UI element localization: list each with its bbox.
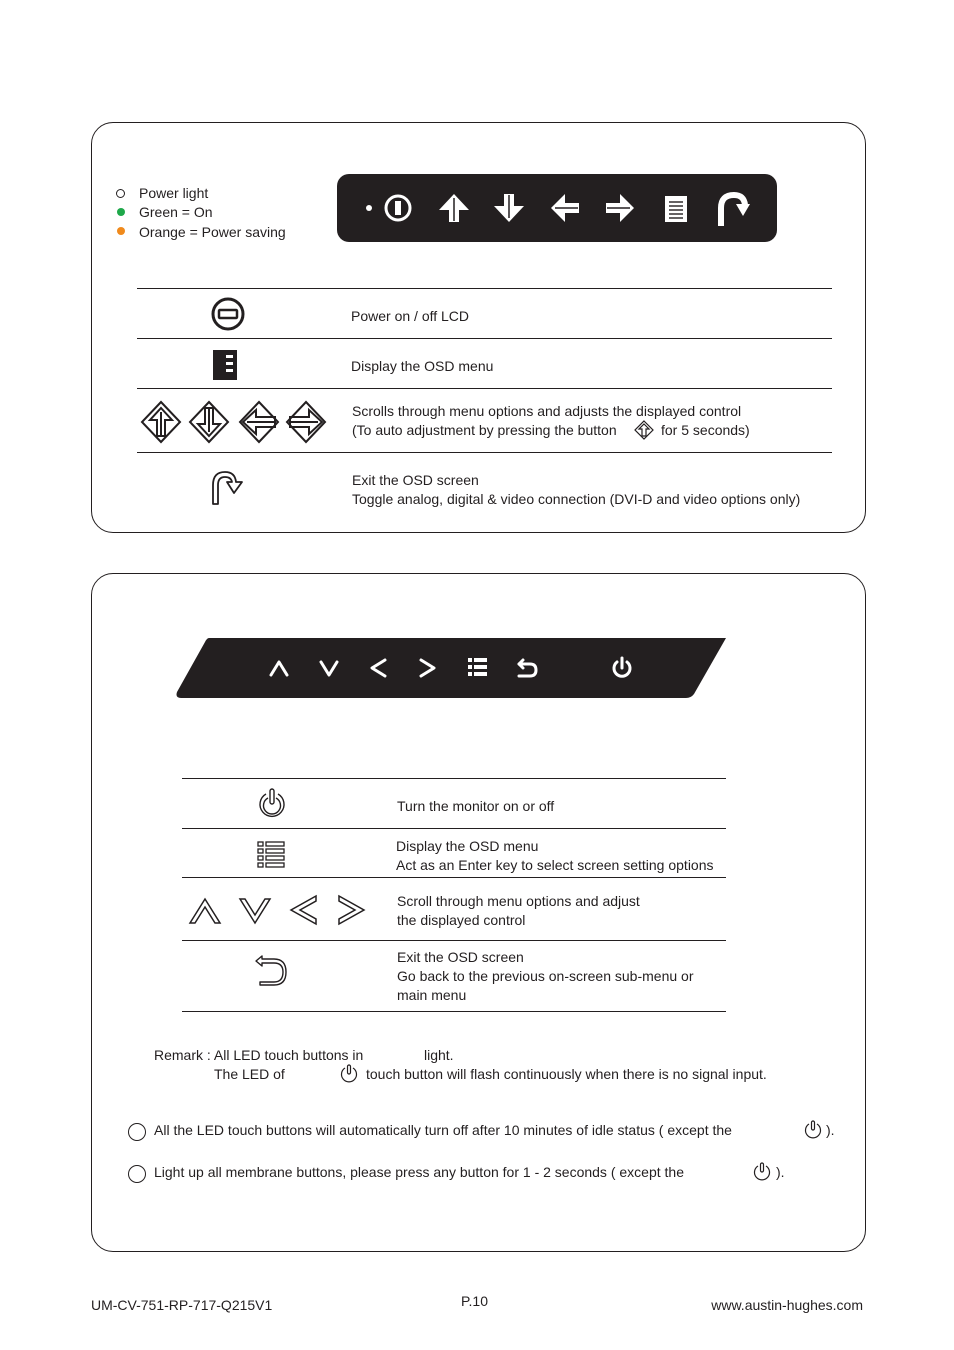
up-button-icon[interactable] (439, 194, 469, 222)
left-button-icon[interactable] (551, 194, 579, 222)
table2-rule-bottom (182, 1011, 726, 1012)
power-icon (210, 296, 246, 332)
legend-green-dot (117, 208, 125, 216)
button-panel-1-icons (337, 174, 777, 242)
up-arrow-inline-icon (634, 420, 654, 440)
remark-line2-a: The LED of (214, 1066, 285, 1082)
footer-website: www.austin-hughes.com (711, 1297, 863, 1313)
table1-rule-2 (137, 388, 832, 389)
back-icon (254, 955, 288, 987)
chevron-icons (189, 895, 369, 925)
legend-power-light: Power light (139, 185, 209, 201)
table2-row3-text-line1: Scroll through menu options and adjust (397, 893, 640, 909)
power-icon-2 (257, 788, 287, 820)
right-chevron-icon (339, 896, 364, 924)
note2-text-a: Light up all membrane buttons, please press any button for 1 - 2 seconds ( except the (154, 1164, 684, 1180)
table2-rule-top (182, 778, 726, 779)
table1-row4-text-line2: Toggle analog, digital & video connection (DVI-D and video options only) (352, 491, 801, 507)
note1-bullet-icon (128, 1123, 146, 1141)
power-inline-icon-note2 (753, 1162, 771, 1182)
table2-rule-3 (182, 940, 726, 941)
note2-text-b: ). (776, 1164, 785, 1180)
table1-rule-top (137, 288, 832, 289)
note1-text-a: All the LED touch buttons will automatically turn off after 10 minutes of idle status ( except the (154, 1122, 732, 1138)
table2-row2-text-line2: Act as an Enter key to select screen setting options (396, 857, 714, 873)
table2-row4-text-line2: Go back to the previous on-screen sub-menu or (397, 968, 694, 984)
remark-line1-b: light. (424, 1047, 454, 1063)
table2-row4-text-line1: Exit the OSD screen (397, 949, 524, 965)
menu-icon (213, 350, 239, 382)
left-arrow-icon (240, 402, 278, 442)
legend-orange-dot (117, 227, 125, 235)
remark-line1-a: Remark : All LED touch buttons in (154, 1047, 364, 1063)
menu-button-icon[interactable] (665, 196, 687, 222)
power-button-icon[interactable] (386, 196, 410, 220)
table1-rule-3 (137, 452, 832, 453)
legend-orange-saving: Orange = Power saving (139, 224, 286, 240)
table1-row1-text: Power on / off LCD (351, 308, 470, 324)
button-panel-2 (175, 638, 727, 698)
up-chevron-icon (190, 899, 220, 923)
table2-rule-1 (182, 828, 726, 829)
table1-row3-text-line1: Scrolls through menu options and adjusts the displayed control (352, 403, 742, 419)
up-arrow-icon (142, 402, 180, 442)
menu-list-button-icon[interactable] (468, 658, 487, 676)
table2-row3-text-line2: the displayed control (397, 912, 526, 928)
right-arrow-icon (287, 402, 325, 442)
menu-list-icon (257, 840, 287, 870)
table2-row2-text-line1: Display the OSD menu (396, 838, 539, 854)
remark-line2-b: touch button will flash continuously when there is no signal input. (366, 1066, 767, 1082)
footer-page-number: P.10 (461, 1293, 488, 1309)
note2-bullet-icon (128, 1165, 146, 1183)
power-led-icon (366, 205, 372, 211)
table2-rule-2 (182, 877, 726, 878)
power-inline-icon-remark (340, 1064, 358, 1084)
legend-green-on: Green = On (139, 204, 213, 220)
down-chevron-icon (240, 899, 270, 923)
left-chevron-icon (291, 896, 316, 924)
exit-icon (208, 468, 244, 506)
right-button-icon[interactable] (606, 194, 634, 222)
down-button-icon[interactable] (494, 194, 524, 222)
down-arrow-icon (190, 402, 228, 442)
table1-row4-text-line1: Exit the OSD screen (352, 472, 479, 488)
legend-power-light-icon (116, 189, 125, 198)
button-panel-1 (337, 174, 777, 242)
power-inline-icon-note1 (804, 1120, 822, 1140)
exit-button-icon[interactable] (721, 195, 750, 226)
table1-row2-text: Display the OSD menu (351, 358, 494, 374)
table2-row4-text-line3: main menu (397, 987, 467, 1003)
note1-text-b: ). (826, 1122, 835, 1138)
arrow-icons (140, 400, 330, 444)
table2-row1-text: Turn the monitor on or off (397, 798, 555, 814)
table1-row3-text-line2a: (To auto adjustment by pressing the button (352, 422, 617, 438)
footer-doc-code: UM-CV-751-RP-717-Q215V1 (91, 1297, 273, 1313)
table1-row3-text-line2b: for 5 seconds) (661, 422, 750, 438)
table1-rule-1 (137, 338, 832, 339)
